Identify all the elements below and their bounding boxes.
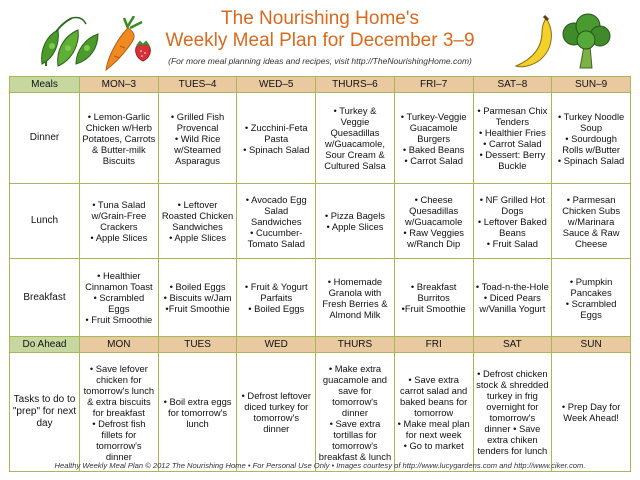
day-header: TUES–4 — [158, 77, 237, 93]
task-cell — [158, 353, 237, 472]
meal-cell — [158, 93, 237, 184]
cell-line: • NF Grilled Hot Dogs — [479, 193, 545, 216]
cell-line: • Raw Veggies w/Ranch Dip — [403, 226, 464, 249]
do-ahead-day: FRI — [394, 337, 473, 353]
cell-line: • Healthier Cinnamon Toast — [85, 270, 153, 292]
meal-cell — [552, 93, 631, 184]
meal-cell — [473, 184, 552, 259]
cell-line: • Save lefover chicken for tomorrow's lunch & extra biscuits for breakfast — [83, 362, 155, 418]
cell-line: • Defrost leftover diced turkey for tomorrow's dinner — [241, 390, 311, 434]
meal-cell — [80, 259, 159, 337]
task-cell — [473, 353, 552, 472]
cell-line: • Scrambled Eggs — [93, 292, 145, 314]
task-cell — [552, 353, 631, 472]
cell-line: • Cucumber-Tomato Salad — [247, 226, 305, 249]
subtitle: (For more meal planning ideas and recipes, visit http://TheNourishingHome.com) — [168, 56, 472, 66]
cell-line: • Prep Day for Week Ahead! — [561, 401, 621, 423]
task-cell — [80, 353, 159, 472]
cell-line: • Avocado Egg Salad Sandwiches — [245, 193, 307, 227]
cell-line: • Make meal plan for next week — [397, 417, 470, 440]
meal-cell — [316, 184, 395, 259]
cell-line: • Scrambled Eggs — [565, 297, 617, 320]
cell-line: • Pizza Bagels — [324, 210, 385, 221]
meal-cell — [158, 259, 237, 337]
day-header: THURS–6 — [316, 77, 395, 93]
cell-line: • Dessert: Berry Buckle — [479, 149, 546, 171]
cell-line: • Lemon-Garlic Chicken w/Herb Potatoes, Carrots & Butter-milk Biscuits — [82, 110, 156, 166]
footer: Healthy Weekly Meal Plan © 2012 The Nourishing Home • For Personal Use Only • Images courtesy of http://www.lucygardens.com and http://www.ciker.com. — [54, 461, 586, 470]
meal-cell — [237, 259, 316, 337]
do-ahead-day: THURS — [316, 337, 395, 353]
cell-line: • Apple Slices — [90, 232, 148, 243]
task-cell — [237, 353, 316, 472]
cell-line: • Boiled Eggs — [248, 303, 305, 314]
meal-cell — [394, 93, 473, 184]
cell-line: • Wild Rice w/Steamed Asparagus — [174, 132, 221, 166]
cell-line: • Fruit Smoothie — [85, 314, 153, 325]
cell-line: • Carrot Salad — [404, 154, 463, 166]
meal-row-lunch — [10, 184, 631, 259]
cell-line: • Turkey-Veggie Guacamole Burgers — [400, 110, 467, 144]
cell-line: • Apple Slices — [169, 232, 227, 243]
task-cell — [394, 353, 473, 472]
row-label: Dinner — [10, 93, 80, 184]
cell-line: • Diced Pears w/Vanilla Yogurt — [479, 292, 546, 314]
task-cell — [316, 353, 395, 472]
cell-line: • Leftover Baked Beans — [477, 215, 547, 238]
day-header: MON–3 — [80, 77, 159, 93]
cell-line: • Parmesan Chix Tenders — [477, 105, 548, 127]
meal-cell — [316, 93, 395, 184]
meals-header: Meals — [10, 77, 80, 93]
day-header: WED–5 — [237, 77, 316, 93]
cell-line: • Cheese Quesadillas w/Guacamole — [405, 193, 463, 227]
cell-line: • Spinach Salad — [557, 154, 625, 166]
do-ahead-day: TUES — [158, 337, 237, 353]
page-header — [0, 0, 640, 76]
cell-line: • Boiled Eggs — [169, 281, 226, 292]
cell-line: • Save extra tortillas for tomorrow's breakfast & lunch — [318, 417, 392, 462]
title-line-1: The Nourishing Home's — [221, 8, 419, 29]
do-ahead-day: MON — [80, 337, 159, 353]
cell-line: •Fruit Smoothie — [165, 303, 230, 314]
cell-line: • Breakfast Burritos — [410, 281, 457, 303]
cell-line: • Save extra carrot salad and baked beans for tomorrow — [400, 373, 468, 418]
cell-line: • Defrost fish fillets for tomorrow's dinner — [92, 417, 146, 462]
tasks-label: Tasks to do to "prep" for next day — [10, 353, 80, 472]
cell-line: • Go to market — [403, 439, 464, 451]
meal-cell — [394, 259, 473, 337]
day-header: SUN–9 — [552, 77, 631, 93]
do-ahead-header-row — [10, 337, 631, 353]
meal-cell — [158, 184, 237, 259]
cell-line: • Make extra guacamole and save for tomorrow's dinner — [322, 362, 388, 418]
meal-cell — [80, 184, 159, 259]
title-line-2: Weekly Meal Plan for December 3–9 — [165, 30, 475, 51]
cell-line: • Healthier Fries — [478, 127, 546, 138]
cell-line: • Fruit Salad — [486, 237, 538, 249]
meal-row-breakfast — [10, 259, 631, 337]
meal-plan-table — [9, 76, 631, 472]
meal-cell — [394, 184, 473, 259]
cell-line: • Baked Beans — [402, 143, 465, 155]
cell-line: • Boil extra eggs for tomorrow's lunch — [163, 395, 232, 429]
cell-line: • Homemade Granola with Fresh Berries & Almond Milk — [322, 275, 388, 320]
meal-cell — [80, 93, 159, 184]
row-label: Breakfast — [10, 259, 80, 337]
do-ahead-day: SUN — [552, 337, 631, 353]
meal-cell — [473, 93, 552, 184]
meal-row-dinner — [10, 93, 631, 184]
cell-line: • Grilled Fish Provencal — [170, 110, 225, 133]
cell-line: • Pumpkin Pancakes — [569, 275, 613, 298]
meal-cell — [552, 259, 631, 337]
tasks-row — [10, 353, 631, 472]
cell-line: • Defrost chicken stock & shredded turkey in frig overnight for tomorrow's dinner • Save extra chiken tenders for lunch — [476, 368, 549, 456]
cell-line: • Leftover Roasted Chicken Sandwiches — [161, 199, 234, 232]
cell-line: • Turkey Noodle Soup — [557, 110, 625, 133]
cell-line: • Fruit & Yogurt Parfaits — [244, 281, 308, 303]
cell-line: • Zucchini-Feta Pasta — [244, 121, 308, 144]
do-ahead-label: Do Ahead — [10, 337, 80, 353]
day-header: SAT–8 — [473, 77, 552, 93]
row-label: Lunch — [10, 184, 80, 259]
meal-cell — [316, 259, 395, 337]
meal-cell — [552, 184, 631, 259]
day-header: FRI–7 — [394, 77, 473, 93]
cell-line: • Parmesan Chicken Subs w/Marinara Sauce & Raw Cheese — [562, 193, 621, 249]
cell-line: • Biscuits w/Jam — [163, 292, 232, 303]
do-ahead-day: SAT — [473, 337, 552, 353]
cell-line: • Apple Slices — [326, 221, 384, 232]
meal-cell — [237, 184, 316, 259]
meal-cell — [473, 259, 552, 337]
cell-line: • Turkey & Veggie Quesadillas w/Guacamole, Sour Cream & Cultured Salsa — [324, 105, 386, 171]
cell-line: • Spinach Salad — [243, 143, 310, 155]
do-ahead-day: WED — [237, 337, 316, 353]
day-header-row — [10, 77, 631, 93]
cell-line: • Tuna Salad w/Grain-Free Crackers — [91, 199, 147, 232]
meal-cell — [237, 93, 316, 184]
cell-line: • Toad-n-the-Hole — [475, 281, 549, 292]
cell-line: • Carrot Salad — [483, 138, 542, 149]
cell-line: •Fruit Smoothie — [401, 303, 466, 314]
cell-line: • Sourdough Rolls w/Butter — [562, 132, 621, 155]
